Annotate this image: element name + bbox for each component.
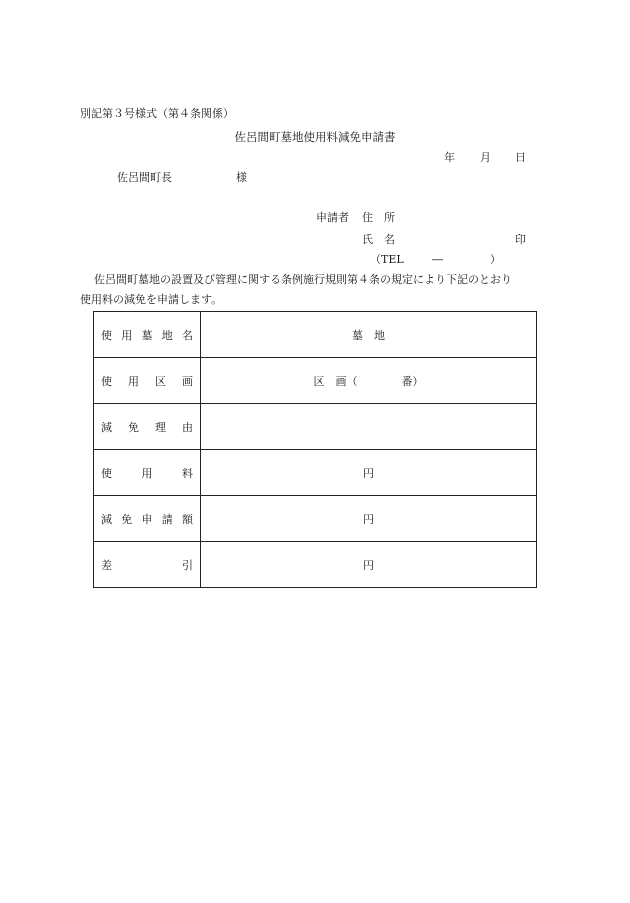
row-label — [94, 404, 201, 450]
table-row — [94, 542, 537, 588]
table-row — [94, 312, 537, 358]
row-label — [94, 312, 201, 358]
label-char: 差 — [101, 558, 112, 572]
seal-mark: 印 — [515, 233, 526, 246]
addressee-honorific: 様 — [236, 171, 247, 184]
label-char: 請 — [161, 512, 173, 526]
application-table — [93, 311, 537, 588]
label-char: 使 — [101, 466, 112, 480]
label-char: 名 — [182, 328, 193, 342]
row-label-text — [101, 373, 193, 389]
label-char: 画 — [182, 374, 193, 388]
label-char: 区 — [155, 374, 166, 388]
date-month-label: 月 — [480, 151, 491, 164]
table-row — [94, 450, 537, 496]
label-char: 用 — [128, 374, 139, 388]
row-label — [94, 450, 201, 496]
date-day-label: 日 — [515, 151, 526, 164]
label-char: 理 — [155, 420, 166, 434]
document-title: 佐呂間町墓地使用料減免申請書 — [234, 130, 396, 144]
applicant-label: 申請者 — [316, 211, 349, 224]
form-number-label: 別記第３号様式（第４条関係） — [80, 107, 234, 120]
row-label-text — [101, 557, 193, 573]
tel-label: （TEL — [370, 253, 404, 266]
row-value[interactable]: 墓 地 — [201, 312, 537, 358]
row-label-text — [101, 465, 193, 481]
label-char: 用 — [141, 466, 153, 480]
label-char: 由 — [182, 420, 193, 434]
address-label: 住 所 — [362, 211, 395, 224]
table-row — [94, 404, 537, 450]
label-char: 減 — [101, 420, 112, 434]
row-label — [94, 358, 201, 404]
row-label-text — [101, 327, 193, 343]
tel-separator: ― — [432, 253, 443, 266]
label-char: 免 — [121, 512, 133, 526]
date-year-label: 年 — [444, 151, 455, 164]
addressee: 佐呂間町長 — [117, 171, 172, 184]
label-char: 使 — [101, 374, 112, 388]
tel-close-paren: ） — [490, 253, 501, 266]
label-char: 免 — [128, 420, 139, 434]
table-row — [94, 496, 537, 542]
row-label — [94, 542, 201, 588]
body-text-line-1: 佐呂間町墓地の設置及び管理に関する条例施行規則第４条の規定により下記のとおり — [94, 273, 512, 286]
name-label: 氏 名 — [362, 233, 395, 246]
label-char: 用 — [121, 328, 133, 342]
label-char: 減 — [101, 512, 112, 526]
row-value[interactable]: 円 — [201, 496, 537, 542]
label-char: 使 — [101, 328, 112, 342]
body-text-line-2: 使用料の減免を申請します。 — [80, 293, 223, 306]
label-char: 申 — [141, 512, 153, 526]
row-label — [94, 496, 201, 542]
row-label-text — [101, 419, 193, 435]
table-row — [94, 358, 537, 404]
row-value[interactable]: 区 画（ 番） — [201, 358, 537, 404]
row-value[interactable] — [201, 404, 537, 450]
label-char: 料 — [182, 466, 193, 480]
label-char: 額 — [182, 512, 193, 526]
label-char: 墓 — [141, 328, 153, 342]
row-value[interactable]: 円 — [201, 542, 537, 588]
label-char: 地 — [161, 328, 173, 342]
row-value[interactable]: 円 — [201, 450, 537, 496]
row-label-text — [101, 511, 193, 527]
label-char: 引 — [182, 558, 193, 572]
